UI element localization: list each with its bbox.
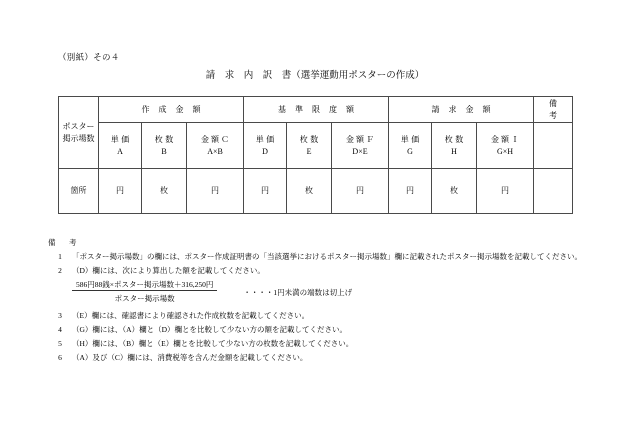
subheader-sheets-b: 枚数 B bbox=[142, 123, 187, 169]
note-number-1: 1 bbox=[58, 252, 62, 261]
cell-sheets-e[interactable]: 枚 bbox=[287, 169, 332, 214]
note-item-3 bbox=[48, 311, 593, 320]
group-header-claim-amount: 請 求 金 額 bbox=[389, 97, 534, 123]
subheader-sheets-e: 枚数 E bbox=[287, 123, 332, 169]
cell-sheets-b[interactable]: 枚 bbox=[142, 169, 187, 214]
header-remarks bbox=[534, 97, 573, 123]
page-title-paren: （選挙運動用ポスターの作成） bbox=[291, 71, 425, 81]
formula-denominator: ポスター掲示場数 bbox=[114, 294, 175, 303]
note-text-4: （G）欄には、（A）欄と（D）欄とを比較して少ない方の額を記載してください。 bbox=[72, 325, 347, 334]
note-item-4 bbox=[48, 325, 593, 334]
table-row bbox=[59, 169, 573, 214]
note-item-5 bbox=[48, 339, 593, 348]
note-number-4: 4 bbox=[58, 325, 62, 334]
group-header-creation-amount: 作 成 金 額 bbox=[99, 97, 244, 123]
subheader-sheets-h: 枚数 H bbox=[432, 123, 477, 169]
claim-breakdown-table bbox=[58, 96, 573, 214]
cell-unit-price-d[interactable]: 円 bbox=[244, 169, 287, 214]
formula-numerator: 586円88銭×ポスター掲示場数＋316,250円 bbox=[72, 280, 217, 291]
note-text-3: （E）欄には、確認書により確認された作成枚数を記載してください。 bbox=[72, 311, 310, 320]
formula-rounding-note: ・・・・1円未満の端数は切上げ bbox=[243, 288, 353, 297]
note-item-2 bbox=[48, 266, 593, 275]
note-number-5: 5 bbox=[58, 339, 62, 348]
header-poster-count-line1: ポスター bbox=[62, 121, 95, 131]
cell-amount-f[interactable]: 円 bbox=[332, 169, 389, 214]
formula-fraction bbox=[72, 280, 217, 303]
page-title bbox=[0, 67, 630, 81]
table-group-header-row bbox=[59, 97, 573, 123]
note-text-2: （D）欄には、次により算出した額を記載してください。 bbox=[72, 266, 265, 275]
note-number-2: 2 bbox=[58, 266, 62, 275]
page-title-main: 請 求 内 訳 書 bbox=[205, 71, 292, 81]
cell-unit-price-g[interactable]: 円 bbox=[389, 169, 432, 214]
header-poster-count bbox=[59, 97, 99, 169]
header-remarks-line2: 考 bbox=[549, 110, 558, 120]
subheader-unit-price-d: 単価 D bbox=[244, 123, 287, 169]
note-item-6 bbox=[48, 353, 593, 362]
note-number-3: 3 bbox=[58, 311, 62, 320]
subheader-amount-c: 金 額 Ｃ A×B bbox=[187, 123, 244, 169]
note-text-1: 「ポスター掲示場数」の欄には、ポスター作成証明書の「当該選挙におけるポスター掲示場数」欄に記載されたポスター掲示場数を記載してください。 bbox=[72, 252, 582, 261]
subheader-remarks-blank[interactable] bbox=[534, 123, 573, 169]
cell-sheets-h[interactable]: 枚 bbox=[432, 169, 477, 214]
subheader-unit-price-a: 単価 A bbox=[99, 123, 142, 169]
subheader-unit-price-g: 単価 G bbox=[389, 123, 432, 169]
subheader-amount-f: 金 額 Ｆ D×E bbox=[332, 123, 389, 169]
cell-unit-price-a[interactable]: 円 bbox=[99, 169, 142, 214]
note-number-6: 6 bbox=[58, 353, 62, 362]
note-text-6: （A）及び（C）欄には、消費税等を含んだ金額を記載してください。 bbox=[72, 353, 308, 362]
subheader-amount-i: 金 額 Ｉ G×H bbox=[477, 123, 534, 169]
cell-amount-i[interactable]: 円 bbox=[477, 169, 534, 214]
note-text-5: （H）欄には、（B）欄と（E）欄とを比較して少ない方の枚数を記載してください。 bbox=[72, 339, 354, 348]
notes-heading: 備 考 bbox=[48, 238, 80, 247]
table-subheader-row bbox=[59, 123, 573, 169]
cell-poster-count-unit[interactable]: 箇所 bbox=[59, 169, 99, 214]
cell-remarks[interactable] bbox=[534, 169, 573, 214]
document-reference: （別紙）その４ bbox=[58, 52, 120, 62]
header-poster-count-line2: 掲示場数 bbox=[62, 133, 95, 143]
standard-limit-formula bbox=[48, 280, 593, 303]
notes-section bbox=[48, 238, 593, 367]
cell-amount-c[interactable]: 円 bbox=[187, 169, 244, 214]
header-remarks-line1: 備 bbox=[549, 98, 558, 108]
group-header-standard-limit: 基 準 限 度 額 bbox=[244, 97, 389, 123]
note-item-1 bbox=[48, 252, 593, 261]
